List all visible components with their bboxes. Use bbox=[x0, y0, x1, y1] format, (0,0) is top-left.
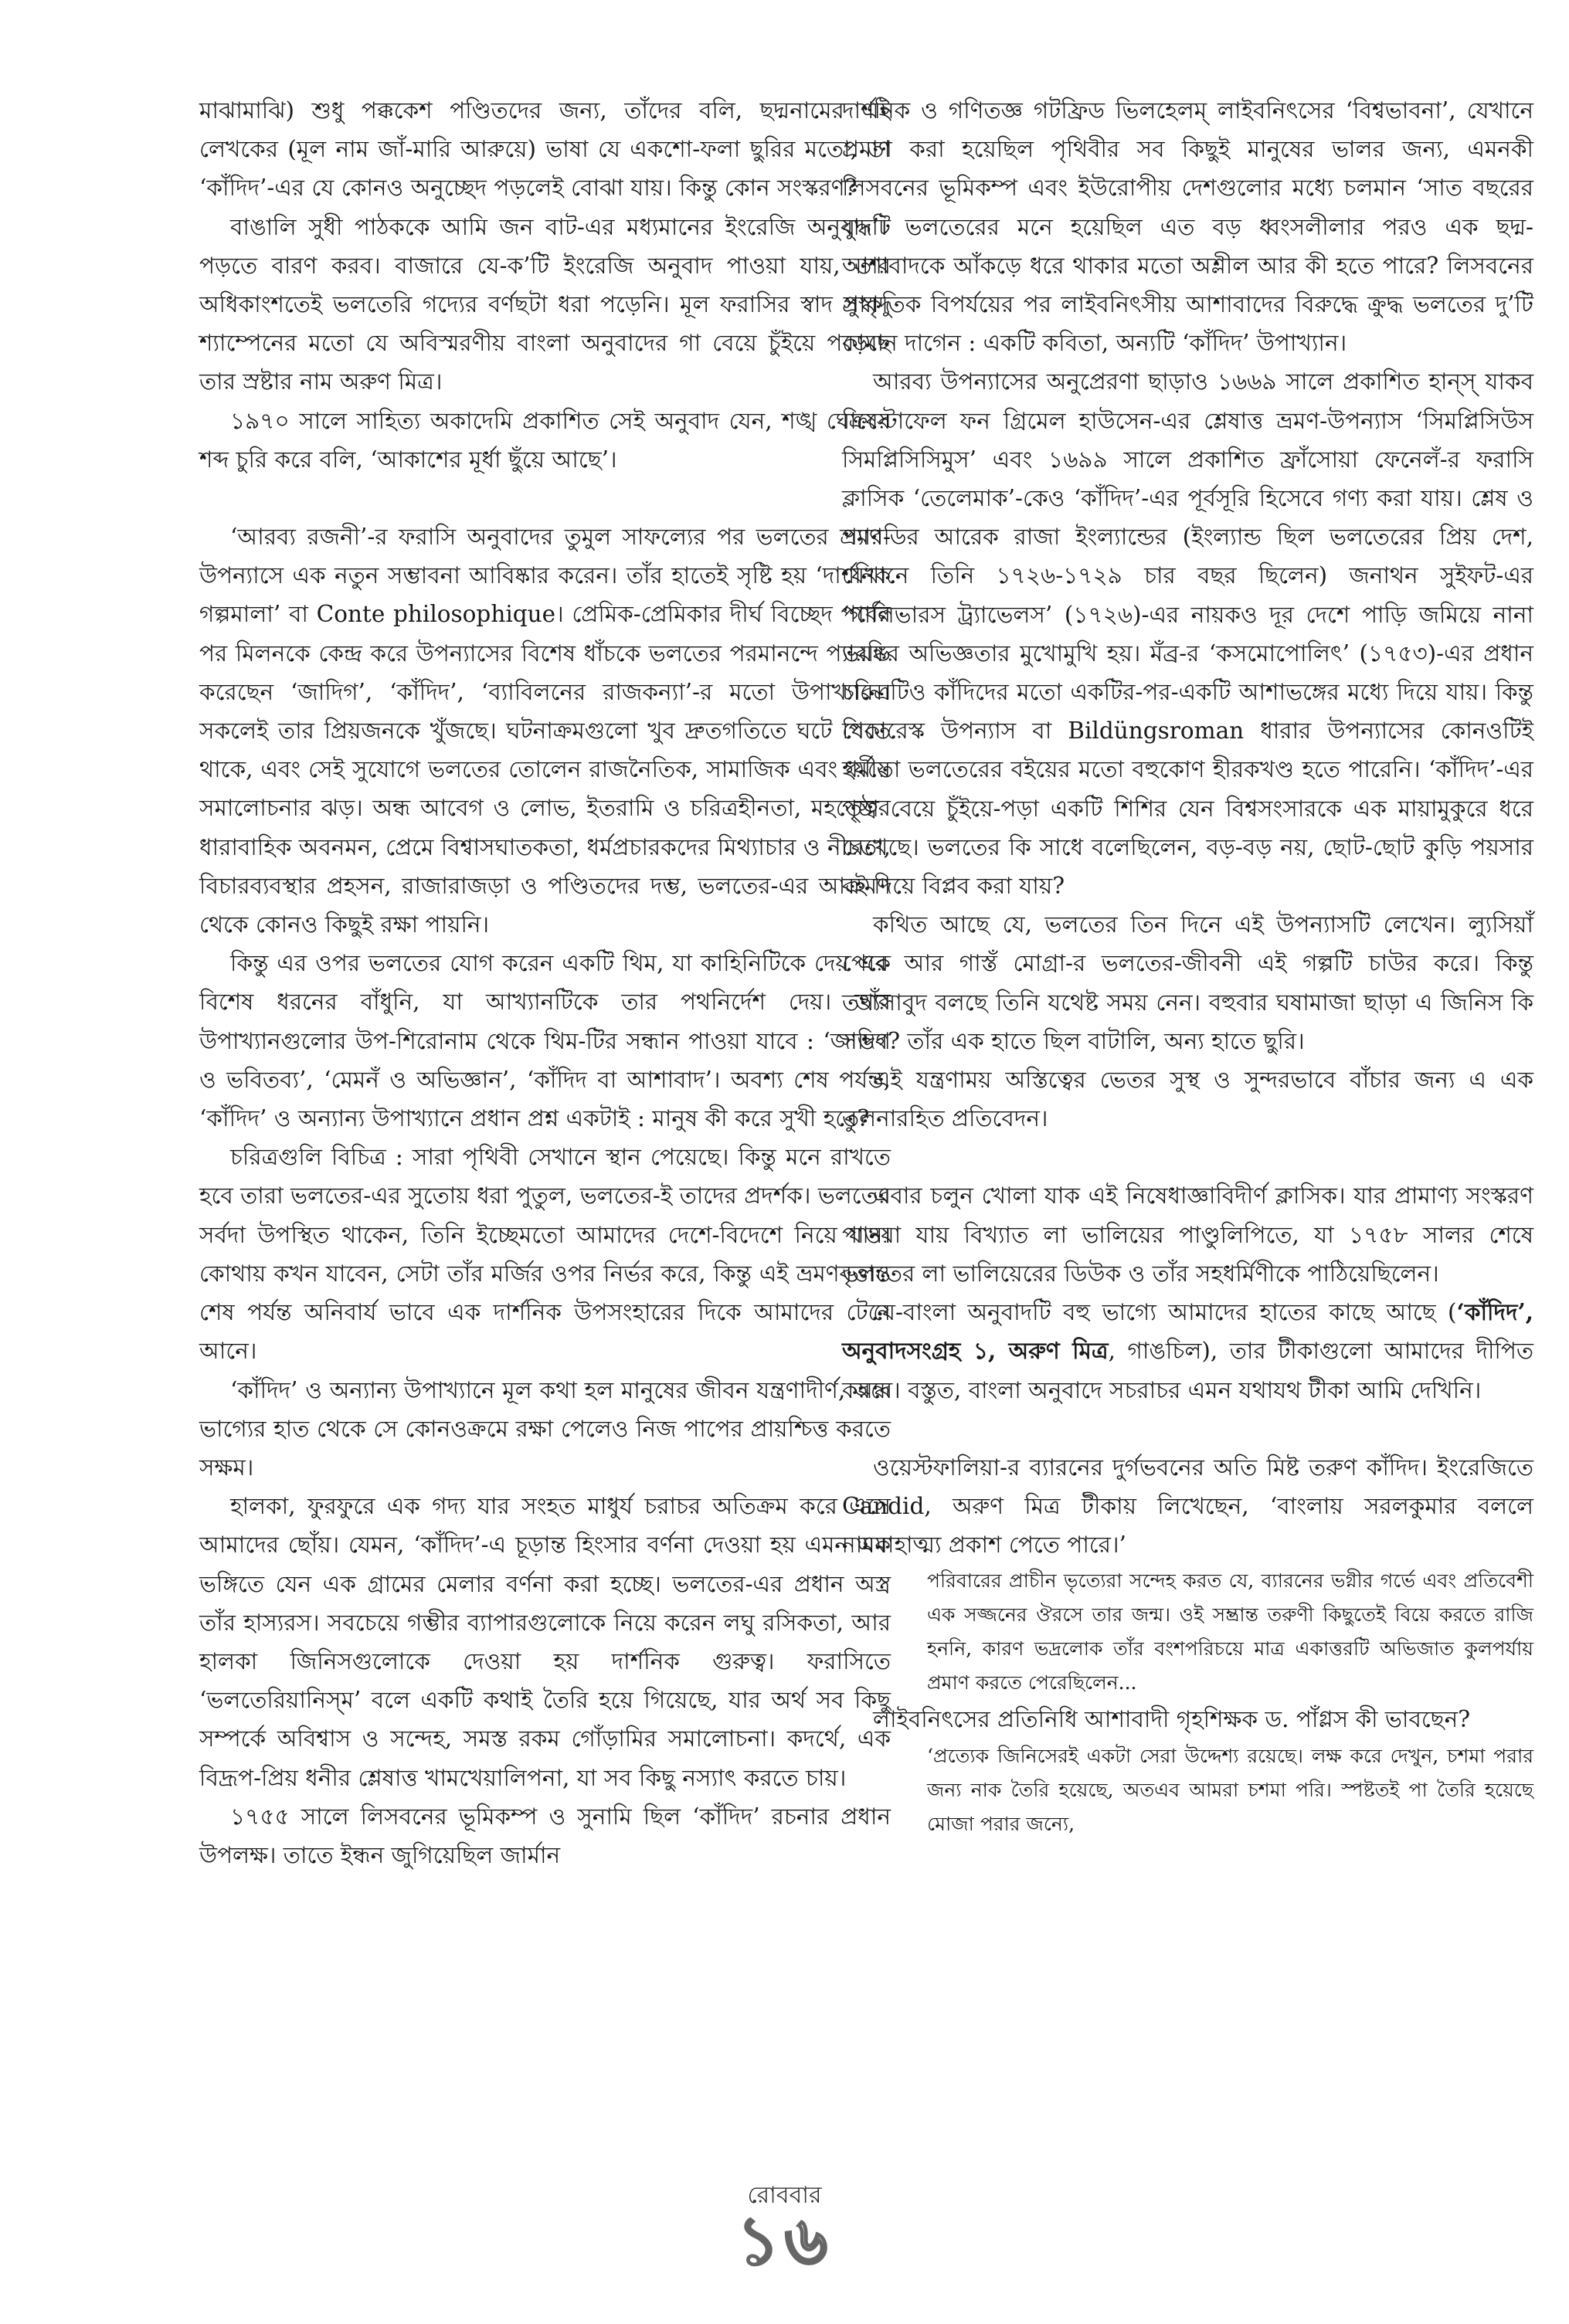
page-number: ১৬ bbox=[736, 2202, 833, 2280]
right-column bbox=[842, 91, 1533, 1841]
left-paragraph-5: কিন্তু এর ওপর ভলতের যোগ করেন একটি থিম, যা কাহিনিটিকে দেয় এক বিশেষ ধরনের বাঁধুনি, যা আখ্যানটিকে তার পথনির্দেশ দেয়। তাঁর উপাখ্যানগুলোর উপ-শিরোনাম থেকে থিম-টির সন্ধান পাওয়া যাবে : ‘জাদিগ ও ভবিতব্য’, ‘মেমনঁ ও অভিজ্ঞান’, ‘কাঁদিদ বা আশাবাদ’। অবশ্য শেষ পর্যন্ত, ‘কাঁদিদ’ ও অন্যান্য উপাখ্যানে প্রধান প্রশ্ন একটাই : মানুষ কী করে সুখী হবে? bbox=[199, 950, 891, 1132]
right-paragraph-2: আরব্য উপন্যাসের অনুপ্রেরণা ছাড়াও ১৬৬৯ সালে প্রকাশিত হান্‌স্‌ যাকব ক্রিস্টোফেল ফন গ্রিমেল হাউসেন-এর শ্লেষাত্ত ভ্রমণ-উপন্যাস ‘সিমপ্লিসিউস সিমপ্লিসিসিমুস’ এবং ১৬৯৯ সালে প্রকাশিত ফ্রাঁসোয়া ফেনেলঁ-র ফরাসি ক্লাসিক ‘তেলেমাক’-কেও ‘কাঁদিদ’-এর পূর্বসূরি হিসেবে গণ্য করা যায়। শ্লেষ ও প্যারডির আরেক রাজা ইংল্যান্ডের (ইংল্যান্ড ছিল ভলতেরের প্রিয় দেশ, যেখানে তিনি ১৭২৬-১৭২৯ চার বছর ছিলেন) জনাথন সুইফট-এর ‘গালিভারস ট্র্যাভেলস’ (১৭২৬)-এর নায়কও দূর দেশে পাড়ি জমিয়ে নানা ভয়ঙ্কর অভিজ্ঞতার মুখোমুখি হয়। মঁব্র-র ‘কসমোপোলিৎ’ (১৭৫৩)-এর প্রধান চরিত্রটিও কাঁদিদের মতো একটির-পর-একটি আশাভঙ্গের মধ্যে দিয়ে যায়। কিন্তু পিকারেস্ক উপন্যাস বা Bildüngsroman ধারার উপন্যাসের কোনওটিই হয়তো ভলতেরের বইয়ের মতো বহুকোণ হীরকখণ্ড হতে পারেনি। ‘কাঁদিদ’-এর পৃষ্ঠা বেয়ে চুঁইয়ে-পড়া একটি শিশির যেন বিশ্বসংসারকে এক মায়ামুকুরে ধরে রেখেছে। ভলতের কি সাধে বলেছিলেন, বড়-বড় নয়, ছোট-ছোট কুড়ি পয়সার বই দিয়ে বিপ্লব করা যায়? bbox=[842, 368, 1533, 900]
block-quote-1: পরিবারের প্রাচীন ভৃত্যেরা সন্দেহ করত যে, ব্যারনের ভগ্নীর গর্ভে এবং প্রতিবেশী এক সজ্জনের ঔরসে তার জন্ম। ওই সম্ভ্রান্ত তরুণী কিছুতেই বিয়ে করতে রাজি হননি, কারণ ভদ্রলোক তাঁর বংশপরিচয়ে মাত্র একাত্তরটি অভিজাত কুলপর্যায় প্রমাণ করতে পেরেছিলেন... bbox=[927, 1569, 1533, 1695]
left-paragraph-2: বাঙালি সুধী পাঠককে আমি জন বাট-এর মধ্যমানের ইংরেজি অনুবাদটি পড়তে বারণ করব। বাজারে যে-ক’টি ইংরেজি অনুবাদ পাওয়া যায়, তার অধিকাংশতেই ভলতেরি গদ্যের বর্ণছটা ধরা পড়েনি। মূল ফরাসির স্বাদ সুস্বাদু শ্যাম্পেনের মতো যে অবিস্মরণীয় বাংলা অনুবাদের গা বেয়ে চুঁইয়ে পড়েছে তার স্রষ্টার নাম অরুণ মিত্র। bbox=[199, 213, 891, 395]
right-paragraph-6 bbox=[842, 1293, 1533, 1410]
right-paragraph-7: ওয়েস্টফালিয়া-র ব্যারনের দুর্গভবনের অতি মিষ্ট তরুণ কাঁদিদ। ইংরেজিতে Candid, অরুণ মিত্র টীকায় লিখেছেন, ‘বাংলায় সরলকুমার বললে নামমাহাত্ম্য প্রকাশ পেতে পারে।’ bbox=[842, 1454, 1533, 1559]
right-paragraph-5: এবার চলুন খোলা যাক এই নিষেধাজ্ঞাবিদীর্ণ ক্লাসিক। যার প্রামাণ্য সংস্করণ পাওয়া যায় বিখ্যাত লা ভালিয়ের পাণ্ডুলিপিতে, যা ১৭৫৮ সালর শেষে ভলতের লা ভালিয়েরের ডিউক ও তাঁর সহধর্মিণীকে পাঠিয়েছিলেন। bbox=[842, 1182, 1533, 1287]
left-column bbox=[199, 91, 891, 1874]
left-paragraph-3: ১৯৭০ সালে সাহিত্য অকাদেমি প্রকাশিত সেই অনুবাদ যেন, শঙ্খ ঘোষের শব্দ চুরি করে বলি, ‘আকাশের মূর্ধা ছুঁয়ে আছে’। bbox=[199, 407, 891, 473]
right-paragraph-1: দার্শনিক ও গণিতজ্ঞ গটফ্রিড ভিলহেলম্‌ লাইবনিৎসের ‘বিশ্বভাবনা’, যেখানে প্রমাণ করা হয়েছিল পৃথিবীর সব কিছুই মানুষের ভালর জন্য, এমনকী লিসবনের ভূমিকম্প এবং ইউরোপীয় দেশগুলোর মধ্যে চলমান ‘সাত বছরের যুদ্ধ’। ভলতেরের মনে হয়েছিল এত বড় ধ্বংসলীলার পরও এক ছদ্ম-আশাবাদকে আঁকড়ে ধরে থাকার মতো অশ্লীল আর কী হতে পারে? লিসবনের প্রাকৃতিক বিপর্যয়ের পর লাইবনিৎসীয় আশাবাদের বিরুদ্ধে ক্রুদ্ধ ভলতের দু’টি কামান দাগেন : একটি কবিতা, অন্যটি ‘কাঁদিদ’ উপাখ্যান। bbox=[842, 97, 1533, 357]
magazine-name: রোববার bbox=[747, 2182, 822, 2209]
right-paragraph-3: কথিত আছে যে, ভলতের তিন দিনে এই উপন্যাসটি লেখেন। ল্যুসিয়াঁ পেরে আর গাস্তঁ মোগ্রা-র ভলতের-জীবনী এই গল্পটি চাউর করে। কিন্তু তথ্যসাবুদ বলছে তিনি যথেষ্ট সময় নেন। বহুবার ঘষামাজা ছাড়া এ জিনিস কি সম্ভব? তাঁর এক হাতে ছিল বাটালি, অন্য হাতে ছুরি। bbox=[842, 911, 1533, 1054]
left-paragraph-4: ‘আরব্য রজনী’-র ফরাসি অনুবাদের তুমুল সাফল্যের পর ভলতের ভ্রমণ-উপন্যাসে এক নতুন সম্ভাবনা আবিষ্কার করেন। তাঁর হাতেই সৃষ্টি হয় ‘দার্শনিক গল্পমালা’ বা Conte philosophique। প্রেমিক-প্রেমিকার দীর্ঘ বিচ্ছেদ পর্বের পর মিলনকে কেন্দ্র করে উপন্যাসের বিশেষ ধাঁচকে ভলতের পরমানন্দে প্যারডি করেছেন ‘জাদিগ’, ‘কাঁদিদ’, ‘ব্যাবিলনের রাজকন্যা’-র মতো উপাখ্যানে। সকলেই তার প্রিয়জনকে খুঁজছে। ঘটনাক্রমগুলো খুব দ্রুতগতিতে ঘটে যেতে থাকে, এবং সেই সুযোগে ভলতের তোলেন রাজনৈতিক, সামাজিক এবং ধর্মীয় সমালোচনার ঝড়। অন্ধ আবেগ ও লোভ, ইতরামি ও চরিত্রহীনতা, মহত্ত্বের ধারাবাহিক অবনমন, প্রেমে বিশ্বাসঘাতকতা, ধর্মপ্রচারকদের মিথ্যাচার ও নীচতা, বিচারব্যবস্থার প্রহসন, রাজারাজড়া ও পণ্ডিতদের দম্ভ, ভলতের-এর আক্রমণ থেকে কোনও কিছুই রক্ষা পায়নি। bbox=[199, 524, 891, 938]
left-paragraph-1: মাঝামাঝি) শুধু পক্ককেশ পণ্ডিতদের জন্য, তাঁদের বলি, ছদ্মনামের এই লেখকের (মূল নাম জাঁ-মারি আরুয়ে) ভাষা যে একশো-ফলা ছুরির মতো, তা ‘কাঁদিদ’-এর যে কোনও অনুচ্ছেদ পড়লেই বোঝা যায়। কিন্তু কোন সংস্করণ? bbox=[199, 97, 891, 202]
book-citation: ‘কাঁদিদ’, অনুবাদসংগ্রহ ১, অরুণ মিত্র bbox=[842, 1298, 1533, 1365]
left-paragraph-6: চরিত্রগুলি বিচিত্র : সারা পৃথিবী সেখানে স্থান পেয়েছে। কিন্তু মনে রাখতে হবে তারা ভলতের-এর সুতোয় ধরা পুতুল, ভলতের-ই তাদের প্রদর্শক। ভলতের সর্বদা উপস্থিত থাকেন, তিনি ইচ্ছেমতো আমাদের দেশে-বিদেশে নিয়ে যান। কোথায় কখন যাবেন, সেটা তাঁর মর্জির ওপর নির্ভর করে, কিন্তু এই ভ্রমণবৃত্তান্ত শেষ পর্যন্ত অনিবার্য ভাবে এক দার্শনিক উপসংহারের দিকে আমাদের টেনে আনে। bbox=[199, 1144, 891, 1365]
right-paragraph-6-end: , গাঙচিল), তার টীকাগুলো আমাদের দীপিত করবে। বস্তুত, বাংলা অনুবাদে সচরাচর এমন যথাযথ টীকা আমি দেখিনি। bbox=[842, 1338, 1533, 1403]
left-paragraph-7: ‘কাঁদিদ’ ও অন্যান্য উপাখ্যানে মূল কথা হল মানুষের জীবন যন্ত্রণাদীর্ণ, অন্ধ ভাগ্যের হাত থেকে সে কোনওক্রমে রক্ষা পেলেও নিজ পাপের প্রায়শ্চিত্ত করতে সক্ষম। bbox=[199, 1376, 891, 1481]
left-paragraph-9: ১৭৫৫ সালে লিসবনের ভূমিকম্প ও সুনামি ছিল ‘কাঁদিদ’ রচনার প্রধান উপলক্ষ। তাতে ইন্ধন জুগিয়েছিল জার্মান bbox=[199, 1803, 891, 1868]
right-paragraph-6-start: যে-বাংলা অনুবাদটি বহু ভাগ্যে আমাদের হাতের কাছে আছে ( bbox=[873, 1299, 1457, 1326]
left-paragraph-8: হালকা, ফুরফুরে এক গদ্য যার সংহত মাধুর্য চরাচর অতিক্রম করে এসে আমাদের ছোঁয়। যেমন, ‘কাঁদিদ’-এ চূড়ান্ত হিংসার বর্ণনা দেওয়া হয় এমন এক ভঙ্গিতে যেন এক গ্রামের মেলার বর্ণনা করা হচ্ছে। ভলতের-এর প্রধান অস্ত্র তাঁর হাস্যরস। সবচেয়ে গম্ভীর ব্যাপারগুলোকে নিয়ে করেন লঘু রসিকতা, আর হালকা জিনিসগুলোকে দেওয়া হয় দার্শনিক গুরুত্ব। ফরাসিতে ‘ভলতেরিয়ানিস্‌ম’ বলে একটি কথাই তৈরি হয়ে গিয়েছে, যার অর্থ সব কিছু সম্পর্কে অবিশ্বাস ও সন্দেহ, সমস্ত রকম গোঁড়ামির সমালোচনা। কদর্থে, এক বিদ্রূপ-প্রিয় ধনীর শ্লেষাত্ত খামখেয়ালিপনা, যা সব কিছু নস্যাৎ করতে চায়। bbox=[199, 1493, 891, 1791]
block-quote-2: ‘প্রত্যেক জিনিসেরই একটা সেরা উদ্দেশ্য রয়েছে। লক্ষ করে দেখুন, চশমা পরার জন্য নাক তৈরি হয়েছে, অতএব আমরা চশমা পরি। স্পষ্টতই পা তৈরি হয়েছে মোজা পরার জন্যে, bbox=[927, 1744, 1533, 1835]
right-paragraph-4: এই যন্ত্রণাময় অস্তিত্বের ভেতর সুস্থ ও সুন্দরভাবে বাঁচার জন্য এ এক তুলনারহিত প্রতিবেদন। bbox=[842, 1067, 1533, 1132]
right-paragraph-8: লাইবনিৎসের প্রতিনিধি আশাবাদী গৃহশিক্ষক ড. পাঁগ্লস কী ভাবছেন? bbox=[873, 1706, 1471, 1733]
